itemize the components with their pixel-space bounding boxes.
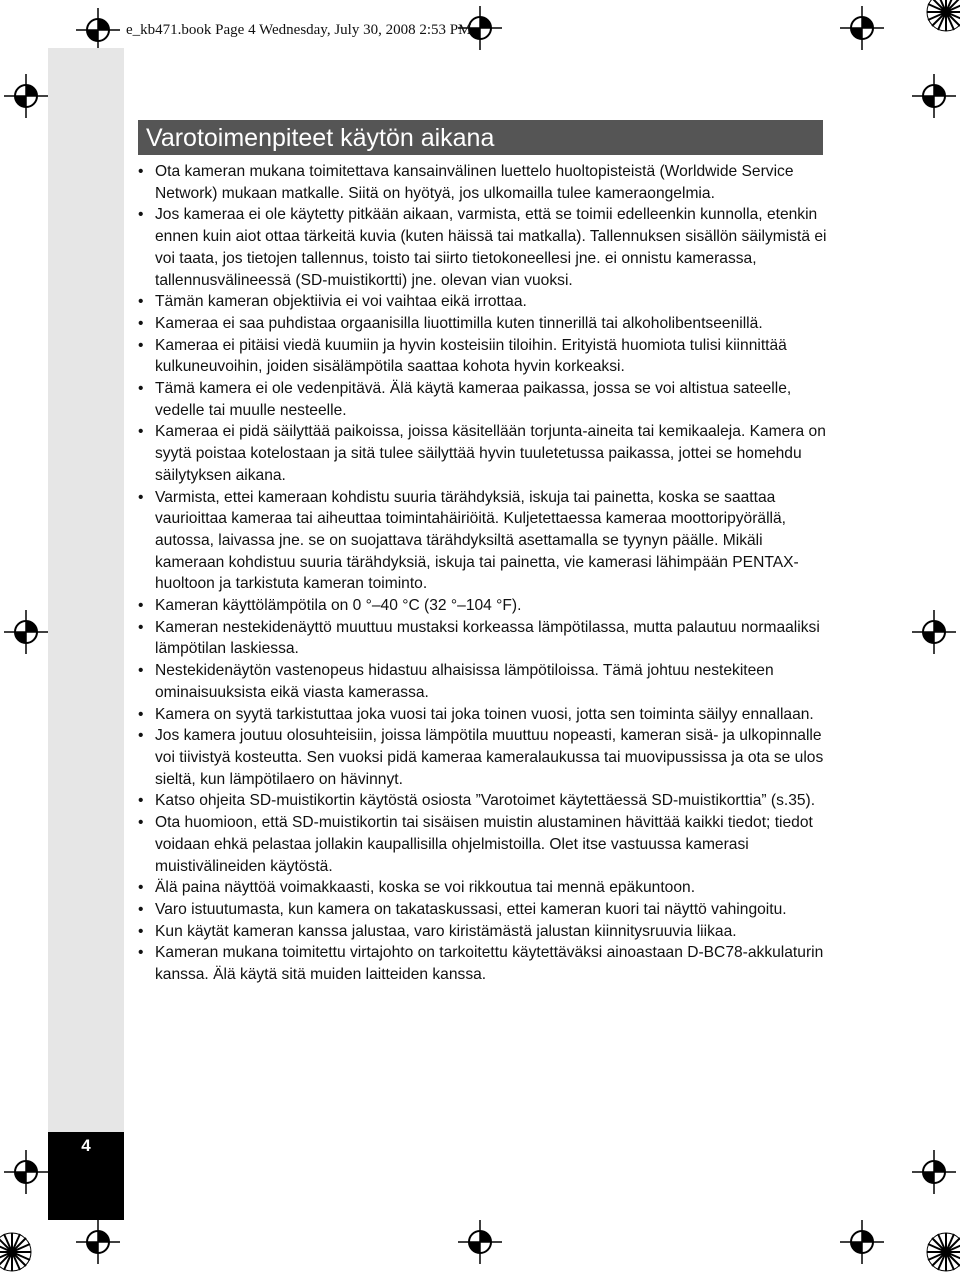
list-item: • Kameraa ei saa puhdistaa orgaanisilla liuottimilla kuten tinnerillä tai alkoholibentseenillä. [136,313,828,335]
registration-mark-icon [840,6,884,50]
margin-strip [48,48,124,1220]
section-title-bar [138,120,823,155]
file-info-header: e_kb471.book Page 4 Wednesday, July 30, 2008 2:53 PM [126,22,472,38]
list-item: • Jos kameraa ei ole käytetty pitkään aikaan, varmista, että se toimii edelleenkin kunnolla, etenkin ennen kuin aiot ottaa tärkeitä kuvia (kuten häissä tai matkalla). Tallennuksen sisällön säilymistä ei voi taata, jos tietojen tallennus, toisto tai siirto tietokoneellesi jne. ei onnistu kamerassa, tallennusvälineessä (SD-muistikortti) jne. olevan vian vuoksi. [136,204,828,291]
registration-mark-icon [912,610,956,654]
precautions-list [136,161,828,986]
list-item: • Tämä kamera ei ole vedenpitävä. Älä käytä kameraa paikassa, jossa se voi altistua sateelle, vedelle tai muulle nesteelle. [136,378,828,421]
page-number: 4 [81,1136,91,1155]
list-item: • Kameran käyttölämpötila on 0 °–40 °C (32 °–104 °F). [136,595,828,617]
list-item: • Nestekidenäytön vastenopeus hidastuu alhaisissa lämpötiloissa. Tämä johtuu nestekiteen ominaisuuksista eikä viasta kamerassa. [136,660,828,703]
registration-mark-icon [912,74,956,118]
starburst-mark-icon [926,0,960,32]
list-item: • Kameraa ei pidä säilyttää paikoissa, joissa käsitellään torjunta-aineita tai kemikaaleja. Kamera on syytä poistaa kotelostaan ja sitä tulee säilyttää hyvin tuuletetussa paikassa, jottei se homehdu säilytyksen aikana. [136,421,828,486]
list-item: • Ota huomioon, että SD-muistikortin tai sisäisen muistin alustaminen hävittää kaikki tiedot; tiedot voidaan ehkä pelastaa jollakin kaupallisilla ohjelmistoilla. Olet itse vastuussa kamerasi muistivälineiden käytöstä. [136,812,828,877]
section-title: Varotoimenpiteet käytön aikana [146,124,495,152]
list-item: • Tämän kameran objektiivia ei voi vaihtaa eikä irrottaa. [136,291,828,313]
registration-mark-icon [840,1220,884,1264]
registration-mark-icon [4,610,48,654]
registration-mark-icon [76,8,120,52]
registration-mark-icon [4,1150,48,1194]
list-item: • Varo istuutumasta, kun kamera on takataskussasi, ettei kameran kuori tai näyttö vahingoitu. [136,899,828,921]
precautions-content [136,161,828,986]
registration-mark-icon [912,1150,956,1194]
registration-mark-icon [4,74,48,118]
list-item: • Kameran mukana toimitettu virtajohto on tarkoitettu käytettäväksi ainoastaan D-BC78-akkulaturin kanssa. Älä käytä sitä muiden laitteiden kanssa. [136,942,828,985]
registration-mark-icon [458,1220,502,1264]
list-item: • Varmista, ettei kameraan kohdistu suuria tärähdyksiä, iskuja tai painetta, koska se saattaa vaurioittaa kameraa tai aiheuttaa toimintahäiriöitä. Kuljetettaessa kameraa moottoripyörällä, autossa, laivassa jne. se on suojattava tärähdyksiltä asettamalla se tyynyn päälle. Mikäli kameraan kohdistuu suuria tärähdyksiä, iskuja tai painetta, vie kamerasi lähimpään PENTAX-huoltoon ja tarkistuta kameran toiminto. [136,487,828,596]
starburst-mark-icon [0,1232,32,1272]
list-item: • Katso ohjeita SD-muistikortin käytöstä osiosta ”Varotoimet käytettäessä SD-muistikorttia” (s.35). [136,790,828,812]
list-item: • Kameran nestekidenäyttö muuttuu mustaksi korkeassa lämpötilassa, mutta palautuu normaaliksi lämpötilan laskiessa. [136,617,828,660]
registration-mark-icon [76,1220,120,1264]
list-item: • Ota kameran mukana toimitettava kansainvälinen luettelo huoltopisteistä (Worldwide Service Network) mukaan matkalle. Siitä on hyötyä, jos ulkomailla tulee kameraongelmia. [136,161,828,204]
starburst-mark-icon [926,1232,960,1272]
list-item: • Jos kamera joutuu olosuhteisiin, joissa lämpötila muuttuu nopeasti, kameran sisä- ja ulkopinnalle voi tiivistyä kosteutta. Sen vuoksi pidä kameraa kameralaukussa tai muovipussissa ja ota se ulos sieltä, kun lämpötilaero on hävinnyt. [136,725,828,790]
list-item: • Älä paina näyttöä voimakkaasti, koska se voi rikkoutua tai mennä epäkuntoon. [136,877,828,899]
list-item: • Kameraa ei pitäisi viedä kuumiin ja hyvin kosteisiin tiloihin. Erityistä huomiota tulisi kiinnittää kulkuneuvoihin, joiden sisälämpötila saattaa kohota hyvin korkeaksi. [136,335,828,378]
list-item: • Kamera on syytä tarkistuttaa joka vuosi tai joka toinen vuosi, jotta sen toiminta säilyy ennallaan. [136,704,828,726]
list-item: • Kun käytät kameran kanssa jalustaa, varo kiristämästä jalustan kiinnitysruuvia liikaa. [136,921,828,943]
